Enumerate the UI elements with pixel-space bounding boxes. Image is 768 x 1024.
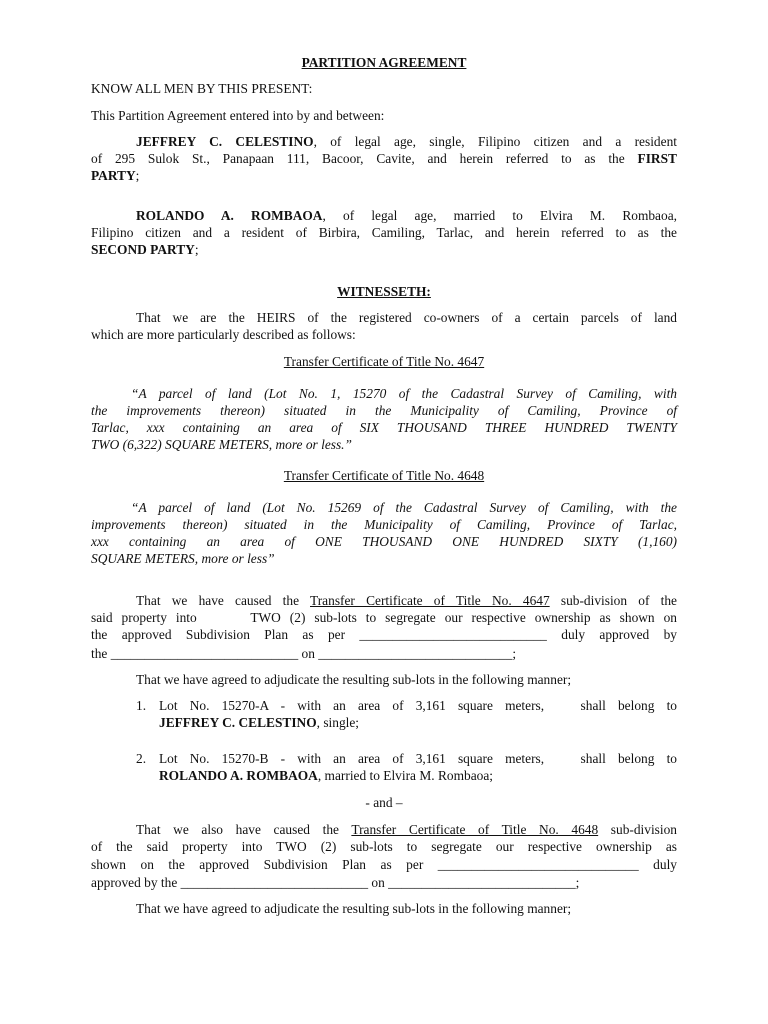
party2-line-3: SECOND PARTY;	[91, 242, 199, 257]
tct-4647-line-3: Tarlac, xxx containing an area of SIX THOUSAND THREE HUNDRED TWENTY	[91, 420, 677, 435]
heirs-line-1: That we are the HEIRS of the registered co-owners of a certain parcels of land	[136, 310, 677, 325]
tct-4648-line-4: SQUARE METERS, more or less”	[91, 551, 275, 566]
tct-4648-line-1: “A parcel of land (Lot No. 15269 of the Cadastral Survey of Camiling, with the	[131, 500, 677, 515]
sub1-line-3: the approved Subdivision Plan as per ____________________________ duly approved by	[91, 627, 677, 642]
party2-line-2: Filipino citizen and a resident of Birbira, Camiling, Tarlac, and herein referred to as the	[91, 225, 677, 240]
lot-1-owner: JEFFREY C. CELESTINO	[159, 715, 317, 730]
sub2-line-4: approved by the ____________________________ on ____________________________;	[91, 875, 580, 890]
sub1-line-2: said property into TWO (2) sub-lots to segregate our respective ownership as shown on	[91, 610, 677, 625]
sub1-line-1: That we have caused the Transfer Certificate of Title No. 4647 sub-division of the	[136, 593, 678, 608]
lot-1-line-2: JEFFREY C. CELESTINO, single;	[159, 715, 360, 730]
witnesseth-heading: WITNESSETH:	[337, 284, 431, 299]
party1-line-1: JEFFREY C. CELESTINO, of legal age, single, Filipino citizen and a resident	[136, 134, 677, 149]
heirs-line-2: which are more particularly described as follows:	[91, 327, 356, 342]
document-title: PARTITION AGREEMENT	[301, 55, 467, 70]
tct-4647-line-4: TWO (6,322) SQUARE METERS, more or less.”	[91, 437, 352, 452]
lot-2-line-2: ROLANDO A. ROMBAOA, married to Elvira M. Rombaoa;	[159, 768, 493, 783]
sub2-line-3: shown on the approved Subdivision Plan as per ______________________________ duly	[91, 857, 677, 872]
party1-line-2: of 295 Sulok St., Panapaan 111, Bacoor, Cavite, and herein referred to as the FIRST	[91, 151, 677, 166]
and-separator: - and –	[365, 795, 403, 810]
tct-4648-heading: Transfer Certificate of Title No. 4648	[283, 468, 485, 483]
lot-1-line-1: Lot No. 15270-A - with an area of 3,161 square meters, shall belong to	[159, 698, 677, 713]
party2-name: ROLANDO A. ROMBAOA	[136, 208, 323, 223]
sub2-line-1: That we also have caused the Transfer Certificate of Title No. 4648 sub-division	[136, 822, 678, 837]
adjudicate-1: That we have agreed to adjudicate the resulting sub-lots in the following manner;	[136, 672, 572, 687]
party1-line-3: PARTY;	[91, 168, 140, 183]
tct-4647-heading: Transfer Certificate of Title No. 4647	[283, 354, 485, 369]
party1-name: JEFFREY C. CELESTINO	[136, 134, 314, 149]
sub2-line-2: of the said property into TWO (2) sub-lots to segregate our respective ownership as	[91, 839, 677, 854]
tct-4648-line-3: xxx containing an area of ONE THOUSAND ONE HUNDRED SIXTY (1,160)	[91, 534, 677, 549]
tct-4648-line-2: improvements thereon) situated in the Municipality of Camiling, Province of Tarlac,	[91, 517, 677, 532]
tct-4647-line-1: “A parcel of land (Lot No. 1, 15270 of the Cadastral Survey of Camiling, with	[131, 386, 677, 401]
sub1-line-4: the ____________________________ on _____________________________;	[91, 646, 517, 661]
lot-2-line-1: Lot No. 15270-B - with an area of 3,161 square meters, shall belong to	[159, 751, 677, 766]
lot-2-owner: ROLANDO A. ROMBAOA	[159, 768, 318, 783]
greeting: KNOW ALL MEN BY THIS PRESENT:	[91, 81, 313, 96]
party2-line-1: ROLANDO A. ROMBAOA, of legal age, married to Elvira M. Rombaoa,	[136, 208, 677, 223]
adjudicate-2: That we have agreed to adjudicate the resulting sub-lots in the following manner;	[136, 901, 572, 916]
lot-1-number: 1.	[136, 698, 147, 713]
intro-text: This Partition Agreement entered into by and between:	[91, 108, 385, 123]
lot-2-number: 2.	[136, 751, 147, 766]
tct-4647-line-2: the improvements thereon) situated in the Municipality of Camiling, Province of	[91, 403, 677, 418]
